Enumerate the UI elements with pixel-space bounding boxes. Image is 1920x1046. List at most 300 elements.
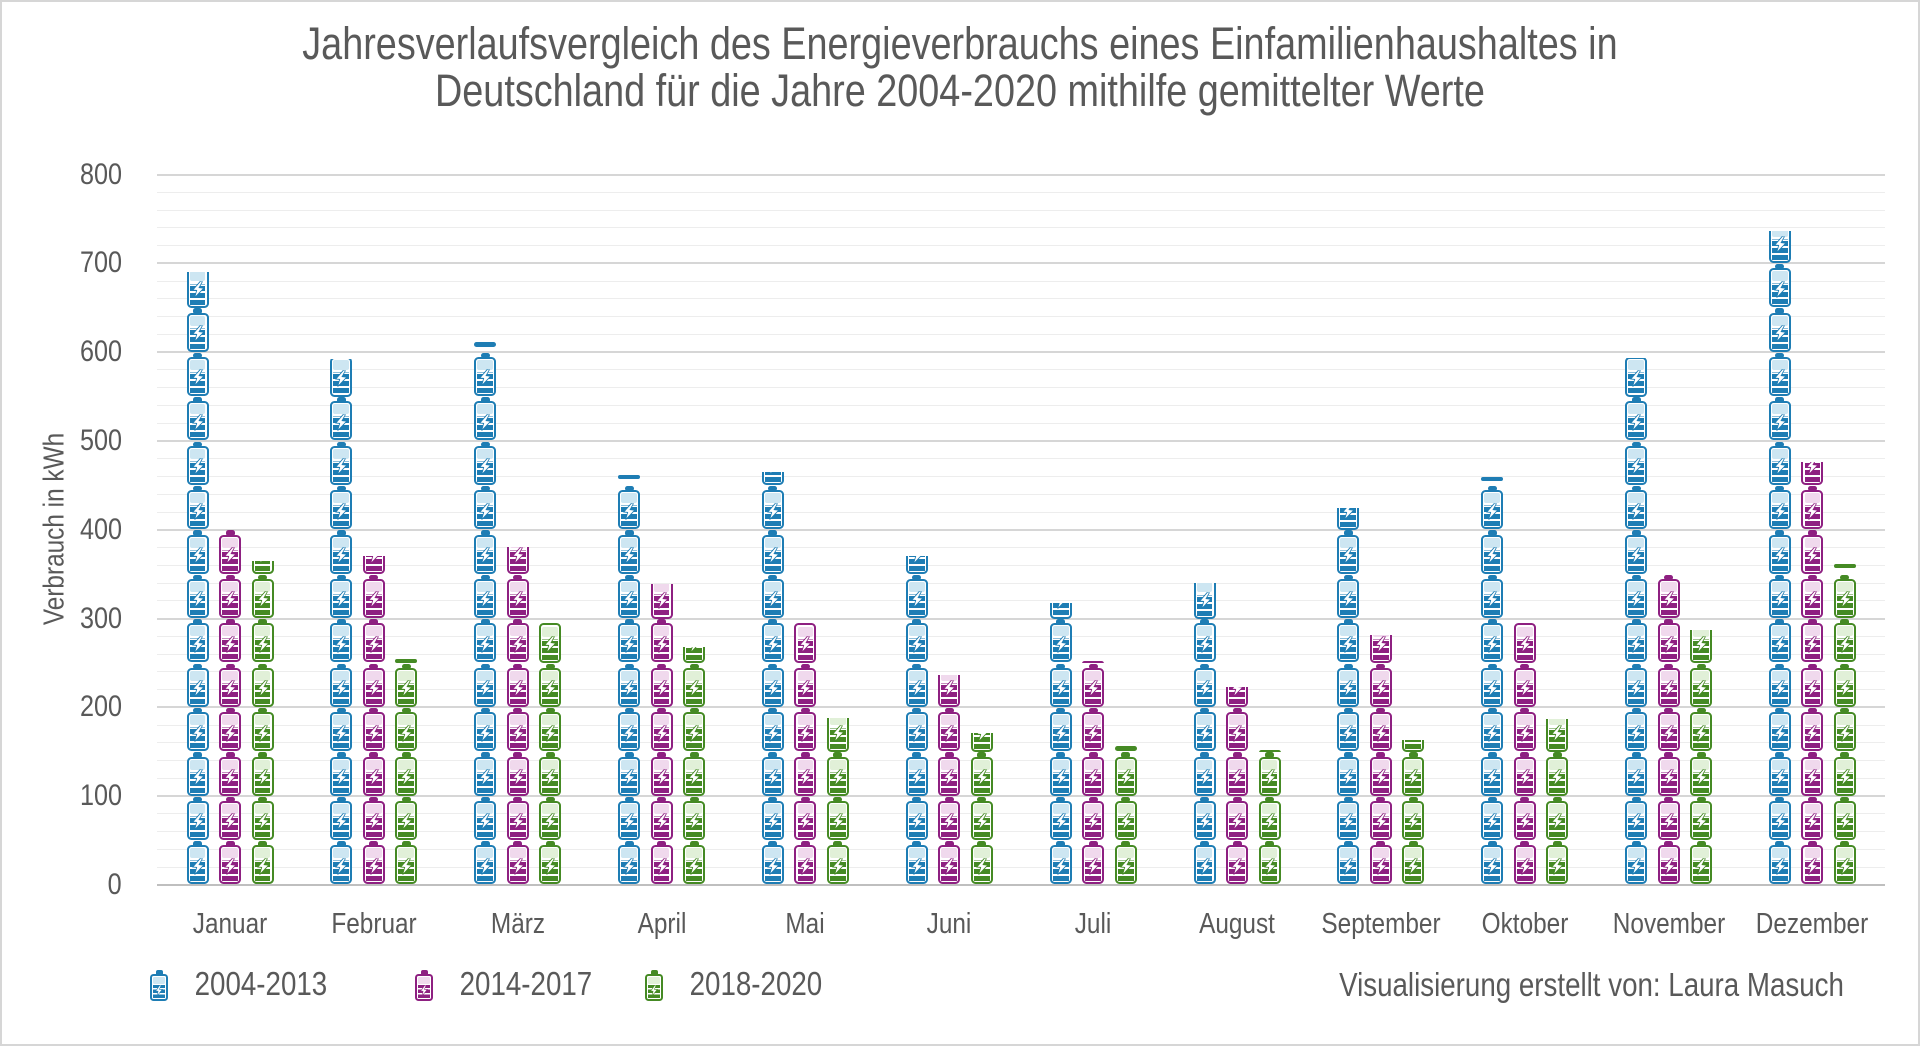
y-tick-500 — [30, 426, 122, 456]
battery-body — [1337, 801, 1359, 840]
battery-body — [762, 845, 784, 884]
battery-body — [1402, 801, 1424, 840]
battery-icon-partial — [971, 733, 993, 752]
battery-body — [827, 757, 849, 796]
battery-body — [187, 313, 209, 352]
battery-body — [330, 801, 352, 840]
battery-body — [1690, 845, 1712, 884]
legend-label — [182, 965, 340, 1003]
lightning-bolt-icon — [765, 857, 780, 880]
lightning-bolt-icon — [222, 635, 237, 658]
lightning-bolt-icon — [1086, 857, 1101, 880]
battery-icon — [252, 841, 274, 885]
month-label-dezember — [1746, 908, 1880, 941]
battery-icon — [1625, 841, 1647, 885]
battery-body — [330, 668, 352, 707]
month-label-text: August — [1199, 908, 1275, 940]
battery-body — [1801, 579, 1823, 618]
lightning-bolt-icon — [1053, 724, 1068, 747]
battery-icon — [1769, 574, 1791, 618]
battery-body — [1481, 757, 1503, 796]
lightning-bolt-icon — [1772, 857, 1787, 880]
battery-icon — [762, 752, 784, 796]
lightning-bolt-icon — [155, 983, 163, 1001]
battery-body — [187, 490, 209, 529]
y-tick-label: 100 — [79, 779, 122, 813]
battery-sliver — [1259, 750, 1281, 752]
battery-icon — [252, 574, 274, 618]
battery-icon — [1337, 530, 1359, 574]
battery-icon — [1769, 485, 1791, 529]
battery-icon — [1370, 663, 1392, 707]
battery-body — [1194, 757, 1216, 796]
battery-body — [1082, 712, 1104, 751]
battery-body — [1514, 845, 1536, 884]
battery-icon — [1194, 841, 1216, 885]
lightning-bolt-icon — [1837, 813, 1852, 836]
lightning-bolt-icon — [222, 857, 237, 880]
battery-body — [187, 579, 209, 618]
battery-body — [187, 535, 209, 574]
battery-body — [906, 712, 928, 751]
lightning-bolt-icon — [621, 857, 636, 880]
battery-icon — [219, 752, 241, 796]
battery-body — [507, 547, 529, 575]
battery-body — [906, 556, 928, 574]
lightning-bolt-icon — [255, 635, 270, 658]
month-label-text: Mai — [785, 908, 826, 940]
battery-body — [618, 712, 640, 751]
lightning-bolt-icon — [420, 983, 428, 1001]
lightning-bolt-icon — [1086, 680, 1101, 703]
battery-icon — [906, 619, 928, 663]
lightning-bolt-icon — [1229, 724, 1244, 747]
battery-body — [1514, 757, 1536, 796]
battery-body — [1690, 801, 1712, 840]
lightning-bolt-icon — [478, 635, 493, 658]
battery-icon — [906, 752, 928, 796]
month-label-text: Januar — [192, 908, 268, 940]
battery-body — [1115, 801, 1137, 840]
battery-icon — [330, 485, 352, 529]
battery-cap — [156, 970, 163, 974]
battery-body — [1801, 712, 1823, 751]
battery-body — [1546, 845, 1568, 884]
battery-body — [1337, 712, 1359, 751]
battery-icon — [651, 619, 673, 663]
lightning-bolt-icon — [1772, 280, 1787, 303]
battery-body — [1769, 623, 1791, 662]
battery-body — [1690, 757, 1712, 796]
battery-body — [938, 675, 960, 708]
battery-icon — [1769, 397, 1791, 441]
lightning-bolt-icon — [1086, 813, 1101, 836]
lightning-bolt-icon — [621, 502, 636, 525]
battery-body — [906, 845, 928, 884]
battery-body — [1514, 623, 1536, 663]
battery-icon — [363, 663, 385, 707]
battery-icon — [539, 707, 561, 751]
battery-body — [1769, 313, 1791, 352]
battery-icon — [827, 752, 849, 796]
month-label-februar — [323, 908, 425, 941]
battery-icon — [1625, 530, 1647, 574]
lightning-bolt-icon — [1485, 724, 1500, 747]
battery-icon — [1801, 574, 1823, 618]
battery-body — [1625, 401, 1647, 440]
battery-body — [1050, 845, 1072, 884]
battery-body — [507, 579, 529, 618]
battery-body — [187, 623, 209, 662]
battery-body — [1082, 757, 1104, 796]
battery-body — [187, 845, 209, 884]
battery-body — [539, 801, 561, 840]
battery-icon-partial — [1115, 746, 1137, 751]
battery-body — [1481, 668, 1503, 707]
battery-icon — [1801, 485, 1823, 529]
battery-body — [1194, 583, 1216, 619]
lightning-bolt-icon — [1628, 413, 1643, 436]
battery-body — [474, 801, 496, 840]
battery-body — [395, 712, 417, 751]
battery-body — [645, 974, 663, 1002]
battery-body — [618, 801, 640, 840]
chart-title-line1: Jahresverlaufsvergleich des Energieverbrauchs eines Einfamilienhaushaltes in — [302, 18, 1618, 69]
lightning-bolt-icon — [686, 768, 701, 791]
battery-icon — [1625, 619, 1647, 663]
battery-body — [762, 579, 784, 618]
lightning-bolt-icon — [909, 591, 924, 614]
battery-icon — [1769, 263, 1791, 307]
lightning-bolt-icon — [255, 591, 270, 614]
lightning-bolt-icon — [190, 635, 205, 658]
minor-gridline-760 — [157, 210, 1885, 211]
battery-icon — [330, 752, 352, 796]
battery-icon — [683, 796, 705, 840]
lightning-bolt-icon — [1628, 458, 1643, 481]
battery-body — [1481, 490, 1503, 529]
battery-body — [1658, 668, 1680, 707]
lightning-bolt-icon — [1229, 857, 1244, 880]
battery-body — [651, 757, 673, 796]
battery-body — [1834, 623, 1856, 662]
battery-body — [539, 712, 561, 751]
battery-body — [1050, 603, 1072, 619]
battery-icon — [651, 663, 673, 707]
battery-icon — [906, 796, 928, 840]
battery-body — [330, 359, 352, 396]
battery-icon — [539, 841, 561, 885]
battery-icon — [330, 530, 352, 574]
battery-icon — [1481, 574, 1503, 618]
battery-body — [1226, 801, 1248, 840]
battery-body — [1769, 357, 1791, 396]
lightning-bolt-icon — [478, 591, 493, 614]
battery-icon — [1194, 796, 1216, 840]
y-axis-title: Verbrauch in kWh — [38, 432, 71, 626]
battery-icon — [762, 574, 784, 618]
legend-label-text: 2014-2017 — [459, 965, 593, 1002]
battery-body — [1259, 845, 1281, 884]
battery-body — [474, 446, 496, 485]
battery-body — [1194, 623, 1216, 662]
battery-body — [683, 668, 705, 707]
month-label-mai — [782, 908, 829, 941]
lightning-bolt-icon — [1772, 724, 1787, 747]
battery-icon — [1481, 841, 1503, 885]
battery-icon — [1337, 796, 1359, 840]
battery-icon-partial — [330, 359, 352, 396]
battery-body — [618, 490, 640, 529]
battery-body — [330, 490, 352, 529]
battery-icon — [1801, 530, 1823, 574]
battery-icon — [762, 530, 784, 574]
battery-body — [906, 579, 928, 618]
lightning-bolt-icon — [255, 857, 270, 880]
battery-body — [1370, 668, 1392, 707]
battery-body — [651, 668, 673, 707]
battery-body — [1769, 446, 1791, 485]
battery-body — [618, 535, 640, 574]
lightning-bolt-icon — [1628, 591, 1643, 614]
battery-icon — [827, 841, 849, 885]
battery-icon — [1226, 796, 1248, 840]
lightning-bolt-icon — [255, 561, 270, 570]
month-label-april — [633, 908, 691, 941]
lightning-bolt-icon — [621, 768, 636, 791]
battery-icon — [651, 707, 673, 751]
battery-icon — [1690, 752, 1712, 796]
battery-body — [1625, 801, 1647, 840]
battery-icon — [618, 530, 640, 574]
battery-body — [219, 668, 241, 707]
lightning-bolt-icon — [1550, 857, 1565, 880]
battery-icon — [1834, 796, 1856, 840]
battery-body — [971, 733, 993, 752]
battery-sliver — [1834, 564, 1856, 569]
battery-icon — [395, 752, 417, 796]
month-label-november — [1602, 908, 1736, 941]
lightning-bolt-icon — [1373, 635, 1388, 658]
lightning-bolt-icon — [1229, 687, 1244, 703]
battery-body — [1370, 757, 1392, 796]
battery-icon — [1834, 752, 1856, 796]
lightning-bolt-icon — [478, 680, 493, 703]
battery-body — [1082, 668, 1104, 707]
lightning-bolt-icon — [1485, 546, 1500, 569]
battery-sliver — [474, 342, 496, 347]
lightning-bolt-icon — [334, 369, 349, 392]
battery-body — [363, 579, 385, 618]
battery-icon — [395, 841, 417, 885]
battery-icon — [219, 841, 241, 885]
battery-icon — [474, 707, 496, 751]
battery-icon — [618, 796, 640, 840]
battery-body — [474, 845, 496, 884]
lightning-bolt-icon — [334, 635, 349, 658]
battery-body — [1226, 757, 1248, 796]
lightning-bolt-icon — [654, 635, 669, 658]
battery-icon — [1337, 707, 1359, 751]
battery-body — [187, 757, 209, 796]
lightning-bolt-icon — [1053, 813, 1068, 836]
battery-body — [1801, 845, 1823, 884]
battery-body — [363, 801, 385, 840]
lightning-bolt-icon — [543, 857, 558, 880]
battery-icon — [683, 752, 705, 796]
battery-body — [330, 446, 352, 485]
legend-label-text: 2018-2020 — [689, 965, 823, 1002]
battery-body — [363, 623, 385, 662]
battery-icon — [1625, 441, 1647, 485]
lightning-bolt-icon — [366, 768, 381, 791]
battery-icon-partial — [1690, 630, 1712, 663]
lightning-bolt-icon — [1373, 768, 1388, 791]
battery-body — [938, 801, 960, 840]
battery-icon-partial — [762, 472, 784, 485]
lightning-bolt-icon — [830, 857, 845, 880]
battery-icon — [1481, 707, 1503, 751]
battery-icon — [1514, 752, 1536, 796]
minor-gridline-780 — [157, 192, 1885, 193]
battery-icon — [762, 663, 784, 707]
battery-icon — [1769, 619, 1791, 663]
battery-body — [1690, 668, 1712, 707]
battery-icon — [187, 485, 209, 529]
battery-body — [1194, 845, 1216, 884]
minor-gridline-680 — [157, 281, 1885, 282]
battery-icon — [1658, 841, 1680, 885]
minor-gridline-620 — [157, 334, 1885, 335]
battery-icon — [651, 796, 673, 840]
battery-icon — [1625, 663, 1647, 707]
y-tick-label: 800 — [79, 157, 122, 191]
battery-icon-partial — [618, 475, 640, 486]
lightning-bolt-icon — [190, 502, 205, 525]
battery-icon — [1050, 663, 1072, 707]
battery-body — [1625, 490, 1647, 529]
lightning-bolt-icon — [190, 680, 205, 703]
battery-icon — [474, 574, 496, 618]
battery-body — [906, 757, 928, 796]
battery-body — [219, 845, 241, 884]
lightning-bolt-icon — [942, 857, 957, 880]
battery-body — [651, 712, 673, 751]
lightning-bolt-icon — [974, 857, 989, 880]
battery-body — [683, 647, 705, 663]
lightning-bolt-icon — [974, 813, 989, 836]
chart-title-line2: Deutschland für die Jahre 2004-2020 mithilfe gemittelter Werte — [435, 65, 1485, 116]
lightning-bolt-icon — [1485, 591, 1500, 614]
month-label-text: Februar — [331, 908, 417, 940]
battery-body — [618, 845, 640, 884]
battery-icon — [1625, 397, 1647, 441]
battery-icon — [219, 707, 241, 751]
month-label-januar — [186, 908, 275, 941]
lightning-bolt-icon — [1053, 635, 1068, 658]
battery-body — [683, 845, 705, 884]
battery-icon — [1402, 841, 1424, 885]
lightning-bolt-icon — [510, 857, 525, 880]
battery-icon — [363, 574, 385, 618]
battery-icon — [906, 574, 928, 618]
battery-body — [1514, 712, 1536, 751]
lightning-bolt-icon — [1485, 502, 1500, 525]
lightning-bolt-icon — [1661, 857, 1676, 880]
battery-icon — [187, 441, 209, 485]
lightning-bolt-icon — [190, 324, 205, 347]
battery-body — [395, 845, 417, 884]
battery-icon — [1625, 485, 1647, 529]
lightning-bolt-icon — [686, 724, 701, 747]
lightning-bolt-icon — [830, 724, 845, 747]
battery-icon — [395, 796, 417, 840]
battery-body — [474, 668, 496, 707]
battery-body — [1658, 801, 1680, 840]
battery-icon — [1801, 841, 1823, 885]
battery-sliver — [395, 659, 417, 663]
battery-body — [1546, 757, 1568, 796]
lightning-bolt-icon — [543, 724, 558, 747]
lightning-bolt-icon — [1628, 369, 1643, 392]
lightning-bolt-icon — [190, 813, 205, 836]
lightning-bolt-icon — [1517, 857, 1532, 880]
lightning-bolt-icon — [1628, 724, 1643, 747]
lightning-bolt-icon — [765, 768, 780, 791]
battery-icon — [794, 707, 816, 751]
lightning-bolt-icon — [366, 724, 381, 747]
credit-text: Visualisierung erstellt von: Laura Masuch — [1339, 966, 1844, 1003]
battery-icon — [683, 841, 705, 885]
lightning-bolt-icon — [765, 680, 780, 703]
battery-body — [1259, 801, 1281, 840]
battery-body — [938, 712, 960, 751]
lightning-bolt-icon — [686, 647, 701, 659]
battery-body — [1625, 668, 1647, 707]
battery-body — [219, 579, 241, 618]
battery-body — [762, 757, 784, 796]
battery-body — [651, 801, 673, 840]
battery-body — [1514, 668, 1536, 707]
battery-body — [762, 535, 784, 574]
battery-icon — [683, 707, 705, 751]
lightning-bolt-icon — [510, 724, 525, 747]
lightning-bolt-icon — [621, 591, 636, 614]
battery-body — [474, 535, 496, 574]
battery-icon — [1658, 707, 1680, 751]
lightning-bolt-icon — [1628, 768, 1643, 791]
battery-icon — [762, 707, 784, 751]
lightning-bolt-icon — [222, 813, 237, 836]
battery-icon — [618, 707, 640, 751]
battery-body — [330, 845, 352, 884]
lightning-bolt-icon — [621, 635, 636, 658]
lightning-bolt-icon — [1485, 635, 1500, 658]
battery-body — [683, 757, 705, 796]
battery-icon — [1337, 663, 1359, 707]
battery-icon — [1546, 796, 1568, 840]
lightning-bolt-icon — [1550, 768, 1565, 791]
battery-icon — [1546, 752, 1568, 796]
battery-icon — [1370, 707, 1392, 751]
battery-body — [651, 845, 673, 884]
battery-icon-partial — [1402, 740, 1424, 752]
battery-body — [252, 712, 274, 751]
lightning-bolt-icon — [686, 857, 701, 880]
lightning-bolt-icon — [1837, 768, 1852, 791]
battery-icon-partial — [1769, 231, 1791, 263]
battery-icon — [363, 752, 385, 796]
